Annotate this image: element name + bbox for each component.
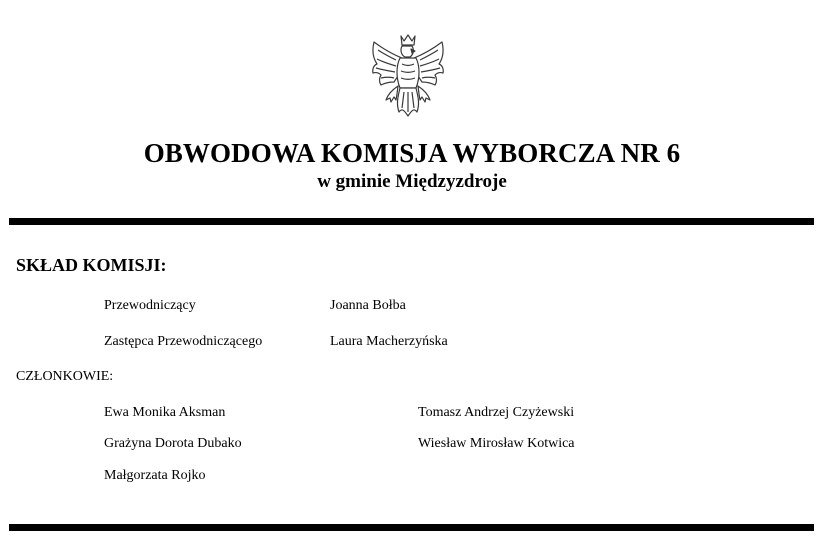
composition-heading: SKŁAD KOMISJI: [16,255,167,275]
top-divider [9,218,814,225]
eagle-emblem-icon [366,32,450,122]
member-name: Małgorzata Rojko [104,468,206,483]
chairperson-role: Przewodniczący [104,298,196,313]
bottom-divider [9,524,814,531]
members-heading: CZŁONKOWIE: [16,369,114,384]
chairperson-name: Joanna Bołba [330,298,406,313]
member-name: Wiesław Mirosław Kotwica [418,436,575,451]
member-name: Grażyna Dorota Dubako [104,436,242,451]
member-name: Ewa Monika Aksman [104,405,226,420]
deputy-chairperson-name: Laura Macherzyńska [330,334,448,349]
commission-subtitle: w gminie Międzyzdroje [317,171,507,192]
member-name: Tomasz Andrzej Czyżewski [418,405,575,420]
commission-title: OBWODOWA KOMISJA WYBORCZA NR 6 [143,138,681,168]
deputy-chairperson-role: Zastępca Przewodniczącego [104,334,263,349]
